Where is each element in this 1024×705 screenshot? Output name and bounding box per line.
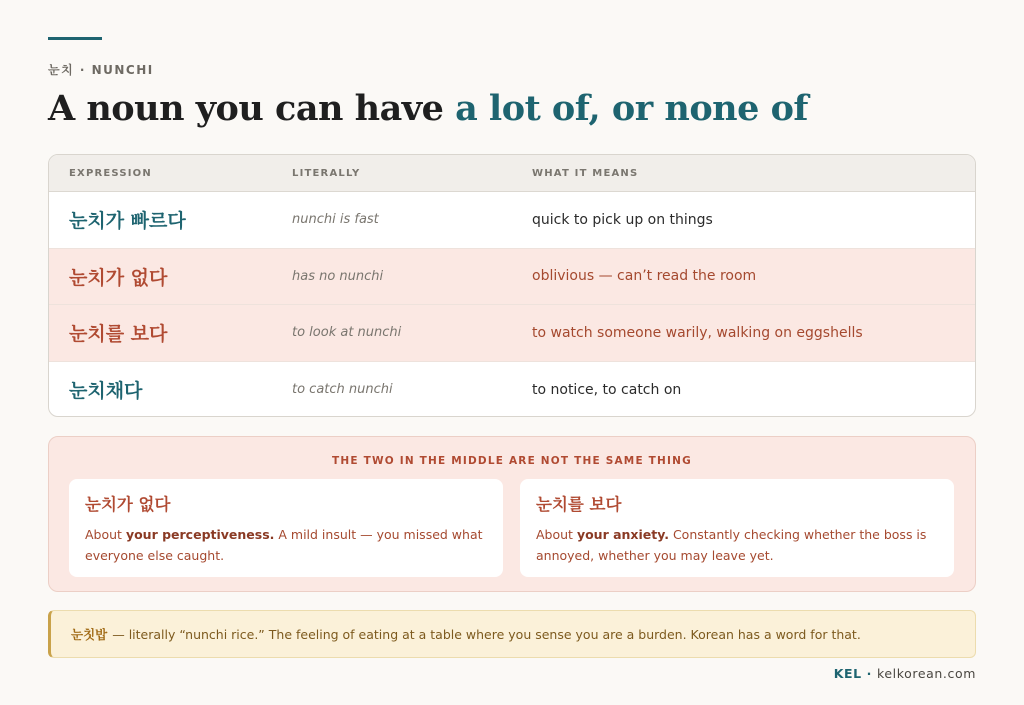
- brand-separator: ·: [861, 666, 877, 681]
- column-header-literally: LITERALLY: [292, 167, 361, 179]
- card-term: 눈치를 보다: [536, 495, 622, 514]
- expression-meaning: to notice, to catch on: [532, 381, 682, 398]
- table-row: [49, 192, 975, 249]
- page-title-part1: A noun you can have: [48, 88, 456, 129]
- expression-korean: 눈치가 빠르다: [69, 210, 186, 233]
- card-text: A mild insult — you missed what everyone else caught.: [85, 527, 483, 563]
- contrast-card-no-nunchi: [69, 479, 503, 577]
- table-row: [49, 249, 975, 306]
- expressions-table: [48, 154, 976, 417]
- expression-korean: 눈치가 없다: [69, 266, 168, 289]
- column-header-expression: EXPRESSION: [69, 167, 152, 179]
- note-text: — literally “nunchi rice.” The feeling of eating at a table where you sense you are a burden. Korean has a word for that.: [112, 626, 861, 642]
- contrast-title: THE TWO IN THE MIDDLE ARE NOT THE SAME THING: [332, 455, 692, 467]
- brand-site: kelkorean.com: [876, 666, 976, 681]
- eyebrow-label: 눈치 · NUNCHI: [48, 63, 154, 77]
- accent-rule: [48, 37, 102, 40]
- card-emphasis: your anxiety.: [576, 527, 669, 542]
- table-header: [49, 155, 975, 192]
- expression-korean: 눈치채다: [69, 380, 143, 403]
- table-row: [49, 305, 975, 362]
- card-lead: About: [536, 527, 577, 542]
- contrast-card-look-at-nunchi: [520, 479, 954, 577]
- expression-meaning: to watch someone warily, walking on eggshells: [532, 324, 863, 341]
- card-emphasis: your perceptiveness.: [125, 527, 275, 542]
- card-text: Constantly checking whether the boss is annoyed, whether you may leave yet.: [536, 527, 927, 563]
- card-body: [536, 524, 938, 566]
- expression-meaning: quick to pick up on things: [532, 211, 713, 228]
- column-header-meaning: WHAT IT MEANS: [532, 167, 639, 179]
- expression-literal: nunchi is fast: [292, 212, 379, 228]
- note-term: 눈칫밥: [71, 627, 108, 642]
- card-lead: About: [85, 527, 126, 542]
- table-row: [49, 362, 975, 418]
- contrast-panel: [48, 436, 976, 592]
- page-title-highlight: a lot of, or none of: [455, 88, 808, 129]
- expression-literal: to catch nunchi: [292, 382, 393, 398]
- brand-name: KEL: [833, 666, 862, 681]
- expression-literal: has no nunchi: [292, 268, 384, 284]
- expression-literal: to look at nunchi: [292, 325, 402, 341]
- nunchi-rice-note: [48, 610, 976, 658]
- card-term: 눈치가 없다: [85, 495, 171, 514]
- footer-brand: [834, 666, 976, 681]
- expression-meaning: oblivious — can’t read the room: [532, 268, 757, 285]
- page-title: [48, 88, 808, 129]
- card-body: [85, 524, 487, 566]
- expression-korean: 눈치를 보다: [69, 323, 168, 346]
